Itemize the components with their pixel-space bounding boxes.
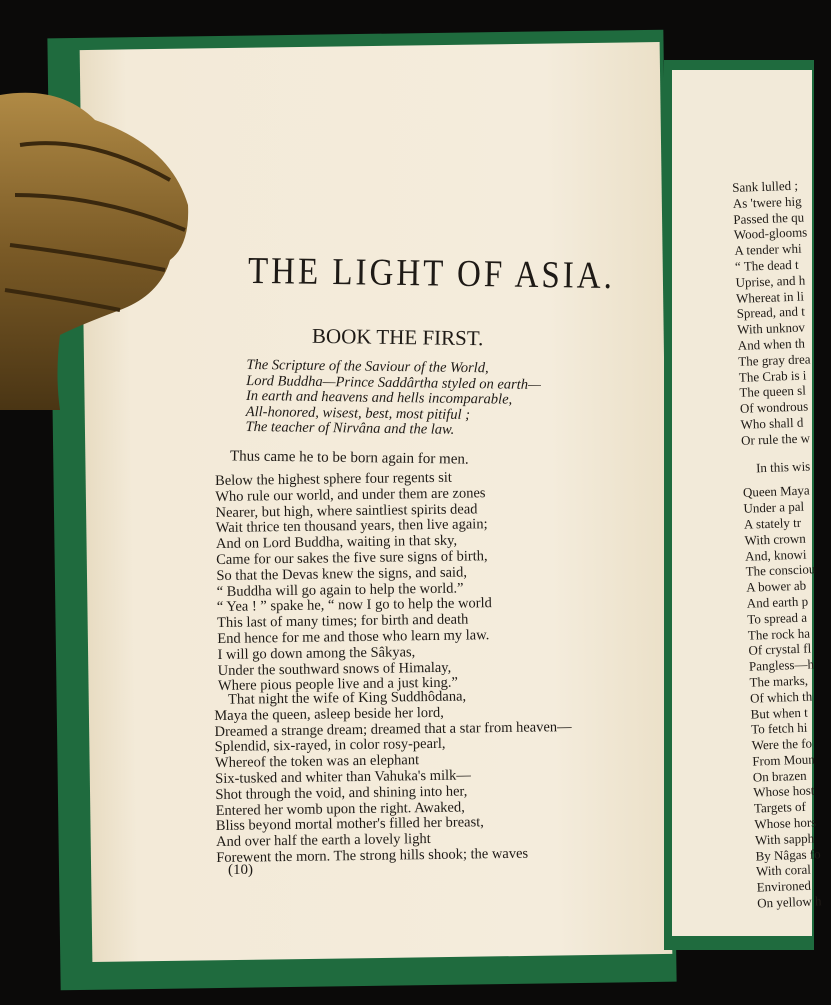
epigraph-line: The Scripture of the Saviour of the World, <box>246 356 489 377</box>
opening-line: Thus came he to be born again for men. <box>229 448 469 468</box>
verse-line: Spread, and t <box>736 303 806 322</box>
verse-line: Environed <box>756 877 812 895</box>
verse-line: Maya the queen, asleep beside her lord, <box>214 704 444 724</box>
verse-line: With unknov <box>736 319 806 338</box>
verse-line: And over half the earth a lovely light <box>215 831 431 851</box>
verse-line: Where pious people live and a just king.” <box>217 674 459 695</box>
verse-line: The rock ha <box>747 625 811 643</box>
verse-line: Wood-glooms <box>733 224 808 243</box>
book-title: THE LIGHT OF ASIA. <box>247 250 616 298</box>
verse-line: Were the fo <box>751 735 813 753</box>
verse-line: “ Yea ! ” spake he, “ now I go to help the world <box>216 595 492 616</box>
verse-line: Under the southward snows of Himalay, <box>217 659 452 679</box>
verse-line: Passed the qu <box>733 209 805 227</box>
brass-hand-page-holder-icon <box>0 85 190 410</box>
verse-line: Splendid, six-rayed, in color rosy-pearl, <box>214 736 446 756</box>
epigraph <box>245 358 541 440</box>
verse-line: Entered her womb upon the right. Awaked, <box>215 799 465 819</box>
epigraph-line: All-honored, wisest, best, most pitiful ; <box>245 403 471 423</box>
page-number: (10) <box>228 862 253 878</box>
verse-line: Whose host <box>753 782 815 801</box>
verse-line: I will go down among the Sâkyas, <box>217 643 416 663</box>
verse-line: The consciou <box>745 561 816 580</box>
verse-line: A bower ab <box>745 577 807 595</box>
verse-line: The Crab is i <box>738 367 807 385</box>
verse-line: This last of many times; for birth and death <box>216 611 469 632</box>
verse-line: Whereof the token was an elephant <box>214 752 420 772</box>
verse-line: Forewent the morn. The strong hills shook; the waves <box>216 845 529 866</box>
stanza-2 <box>214 688 574 867</box>
verse-line: Bliss beyond mortal mother's filled her breast, <box>215 814 484 835</box>
verse-line: And earth p <box>746 593 809 611</box>
verse-line: By Nâgas fo <box>755 845 821 864</box>
verse-line: Sank lulled ; <box>732 177 799 195</box>
verse-line: Shot through the void, and shining into her, <box>215 783 468 803</box>
verse-line: Of wondrous <box>739 398 809 417</box>
stanza-1 <box>215 470 493 695</box>
verse-line: The gray drea <box>738 351 811 369</box>
verse-line: On yellow h <box>756 893 822 911</box>
verse-line: That night the wife of King Suddhôdana, <box>227 688 467 708</box>
verse-line: Who shall d <box>740 414 804 432</box>
verse-line: Dreamed a strange dream; dreamed that a star from heaven— <box>214 718 572 740</box>
verse-line: Queen Maya <box>742 482 810 501</box>
verse-line: End hence for me and those who learn my law. <box>217 627 490 647</box>
verse-line: Uprise, and h <box>735 272 806 290</box>
verse-line: Nearer, but high, where saintliest spirits dead <box>215 500 478 521</box>
paragraph-start: In this wis <box>755 457 811 475</box>
verse-line: With coral <box>755 862 812 880</box>
verse-line: Or rule the w <box>740 430 811 448</box>
verse-line: With sapph <box>754 830 815 848</box>
verse-line: Targets of <box>753 799 807 816</box>
verse-line: Wait thrice ten thousand years, then live again; <box>215 516 488 537</box>
verse-line: Under a pal <box>743 498 805 516</box>
verse-line: To spread a <box>747 609 808 627</box>
verse-line: On brazen <box>752 767 807 785</box>
verse-line: Who rule our world, and under them are zones <box>215 485 486 505</box>
verse-line: Of crystal fl <box>748 640 812 659</box>
verse-line: And when th <box>737 335 806 353</box>
verse-line: Six-tusked and whiter than Vahuka's milk— <box>215 767 471 787</box>
verse-line: To fetch hi <box>750 720 808 737</box>
verse-line: So that the Devas knew the signs, and said, <box>216 564 468 584</box>
verse-line: “ Buddha will go again to help the world.” <box>216 580 464 600</box>
epigraph-line: In earth and heavens and hells incomparable, <box>245 387 513 408</box>
verse-line: A tender whi <box>734 240 802 259</box>
verse-line: As 'twere hig <box>732 193 802 211</box>
verse-line: A stately tr <box>743 514 802 532</box>
epigraph-line: Lord Buddha—Prince Saddârtha styled on earth— <box>246 372 542 393</box>
verse-line: And on Lord Buddha, waiting in that sky, <box>215 532 458 553</box>
verse-line: Came for our sakes the five sure signs of birth, <box>216 548 488 568</box>
chapter-heading: BOOK THE FIRST. <box>311 323 484 351</box>
verse-line: The queen sl <box>739 382 807 401</box>
verse-line: “ The dead t <box>734 256 799 274</box>
verse-line: Whose hors <box>754 814 817 832</box>
verse-line: The marks, <box>749 672 809 690</box>
verse-line: With crown <box>744 530 807 548</box>
verse-line: But when t <box>750 704 808 722</box>
verse-line: From Moun <box>752 751 815 769</box>
verse-line: And, knowi <box>744 546 807 564</box>
verse-line: Of which th <box>749 688 813 706</box>
epigraph-line: The teacher of Nirvâna and the law. <box>245 418 455 438</box>
verse-line: Whereat in li <box>735 288 805 306</box>
verse-line: Pangless—h <box>748 656 815 674</box>
verse-line: Below the highest sphere four regents sit <box>214 469 452 489</box>
